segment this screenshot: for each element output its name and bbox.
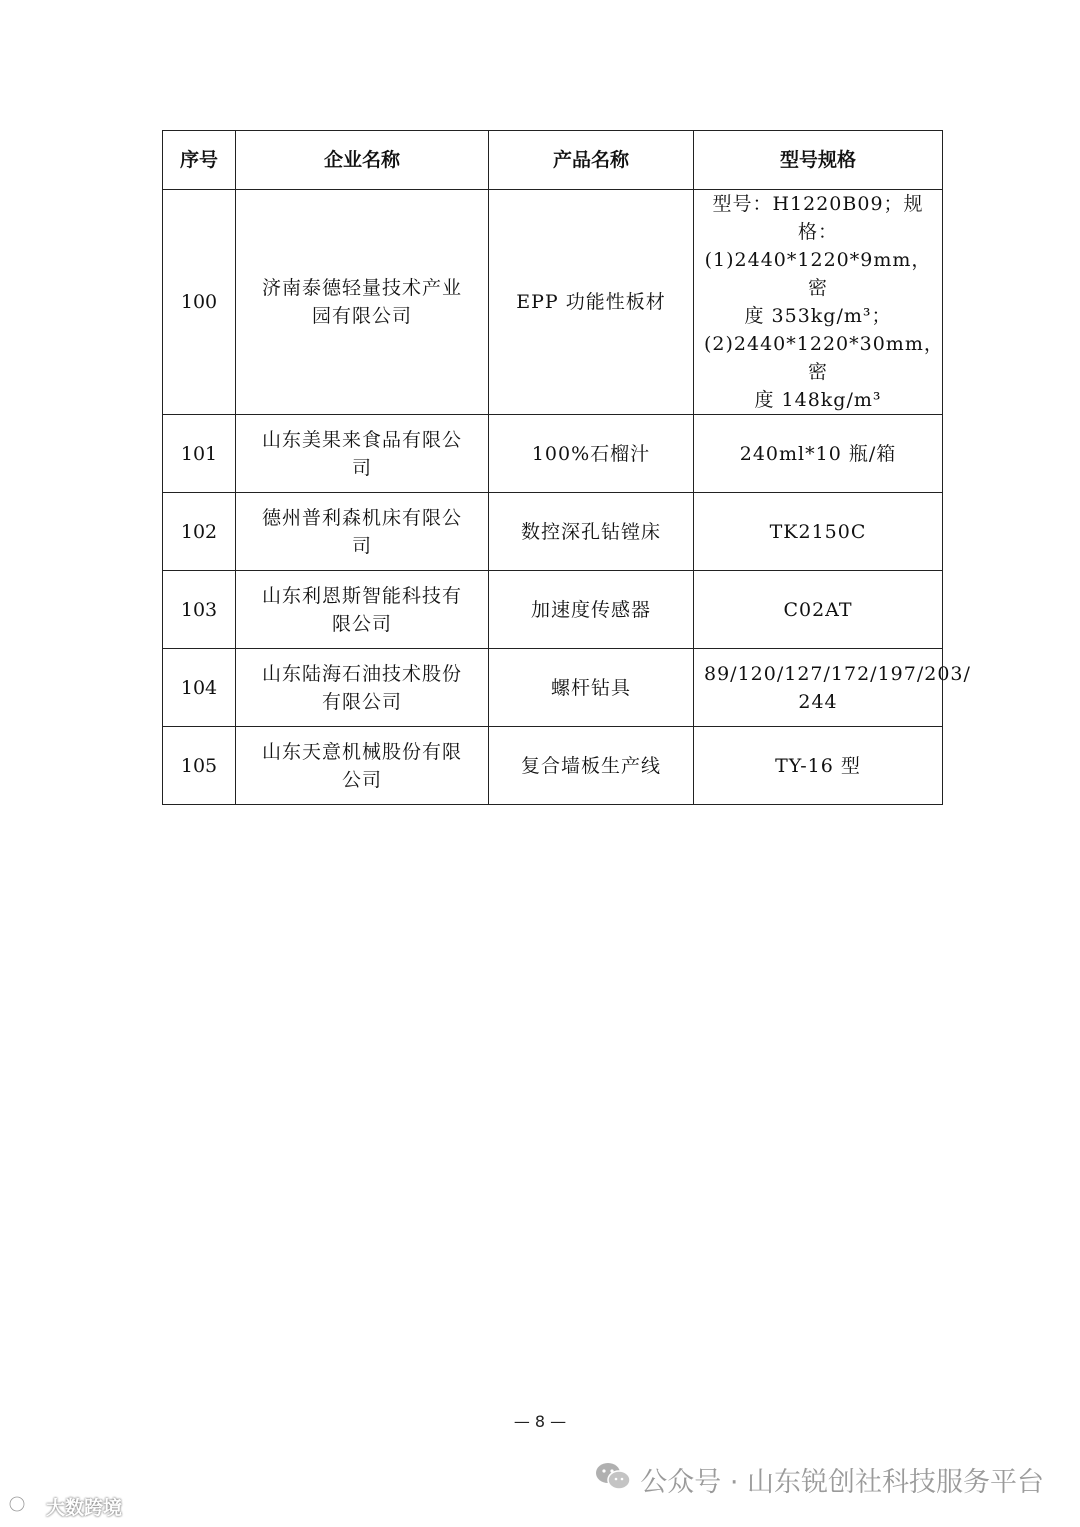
product-table <box>162 130 971 805</box>
serial-no-cell: 101 <box>163 415 236 493</box>
corner-watermark <box>8 1493 122 1520</box>
table-row <box>163 415 943 493</box>
serial-no-cell: 102 <box>163 493 236 571</box>
page-number: — 8 — <box>513 1412 567 1431</box>
company-cell: 德州普利森机床有限公 司 <box>236 493 489 571</box>
product-cell: 加速度传感器 <box>489 571 694 649</box>
spec-cell: 89/120/127/172/197/203/ 244 <box>694 649 943 727</box>
table-row <box>163 493 943 571</box>
header-company-name: 企业名称 <box>236 131 489 190</box>
wechat-icon <box>594 1460 632 1499</box>
serial-no-cell: 105 <box>163 727 236 805</box>
serial-no-cell: 103 <box>163 571 236 649</box>
company-cell: 山东利恩斯智能科技有 限公司 <box>236 571 489 649</box>
table-header-row <box>163 131 943 190</box>
table-row <box>163 190 943 415</box>
spec-cell: C02AT <box>694 571 943 649</box>
product-cell: EPP 功能性板材 <box>489 190 694 415</box>
header-serial-no: 序号 <box>163 131 236 190</box>
corner-watermark-text: 大数跨境 <box>46 1497 123 1519</box>
product-cell: 100%石榴汁 <box>489 415 694 493</box>
table-row <box>163 727 943 805</box>
header-model-spec: 型号规格 <box>694 131 943 190</box>
serial-no-cell: 100 <box>163 190 236 415</box>
serial-no-cell: 104 <box>163 649 236 727</box>
spec-cell: TY-16 型 <box>694 727 943 805</box>
product-cell: 复合墙板生产线 <box>489 727 694 805</box>
product-cell: 数控深孔钻镗床 <box>489 493 694 571</box>
wechat-watermark <box>594 1460 1044 1499</box>
brand-logo-icon <box>8 1493 42 1520</box>
company-cell: 山东陆海石油技术股份 有限公司 <box>236 649 489 727</box>
product-cell: 螺杆钻具 <box>489 649 694 727</box>
spec-cell: TK2150C <box>694 493 943 571</box>
header-product-name: 产品名称 <box>489 131 694 190</box>
table-row <box>163 649 943 727</box>
company-cell: 济南泰德轻量技术产业 园有限公司 <box>236 190 489 415</box>
watermark-text: 公众号 · 山东锐创社科技服务平台 <box>640 1467 1044 1498</box>
company-cell: 山东美果来食品有限公 司 <box>236 415 489 493</box>
spec-cell: 型号：H1220B09；规格： (1)2440*1220*9mm，密 度 353kg/m³； (2)2440*1220*30mm，密 度 148kg/m³ <box>694 190 943 415</box>
table-row <box>163 571 943 649</box>
company-cell: 山东天意机械股份有限 公司 <box>236 727 489 805</box>
spec-cell: 240ml*10 瓶/箱 <box>694 415 943 493</box>
